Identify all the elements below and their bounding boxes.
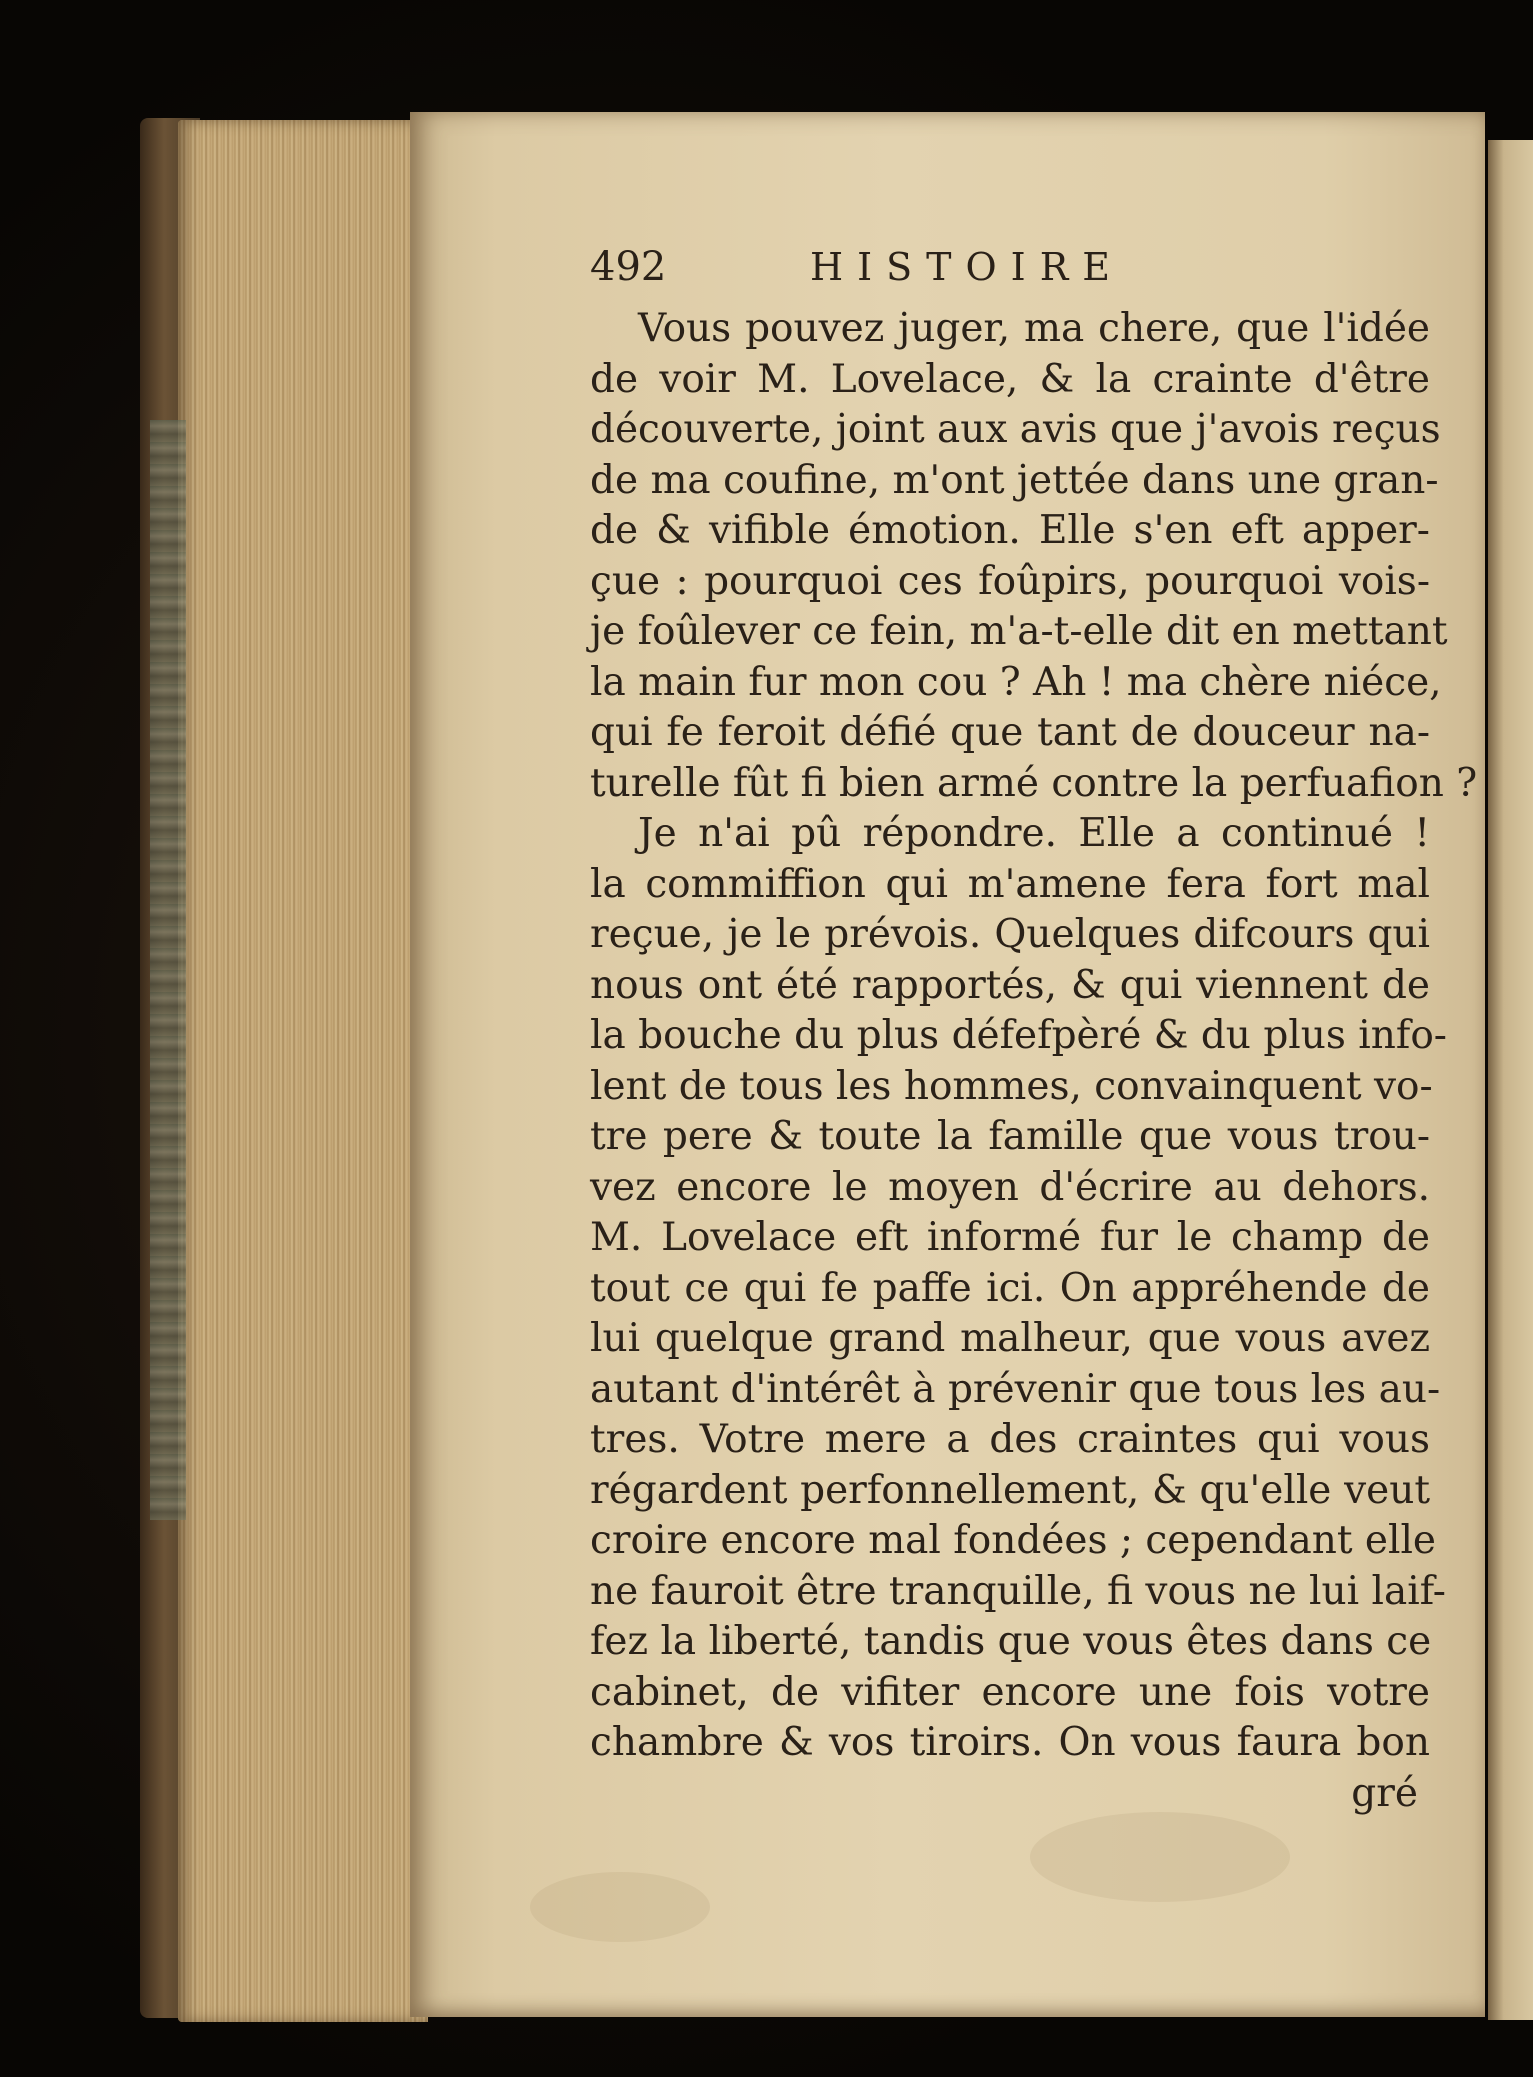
paper-stain <box>1030 1812 1290 1902</box>
text-line: vez encore le moyen d'écrire au dehors. <box>590 1164 1430 1210</box>
text-line: je foûlever ce fein, m'a-t-elle dit en mettant <box>590 609 1448 654</box>
text-line: chambre & vos tiroirs. On vous faura bon <box>590 1720 1430 1765</box>
printed-page <box>410 112 1485 2017</box>
paper-stain <box>530 1872 710 1942</box>
text-line: tres. Votre mere a des craintes qui vous <box>590 1417 1430 1462</box>
text-line: lui quelque grand malheur, que vous avez <box>590 1316 1430 1361</box>
catchword: gré <box>1351 1770 1418 1816</box>
text-line: la main fur mon cou ? Ah ! ma chère niéce, <box>590 659 1442 705</box>
text-line: M. Lovelace eft informé fur le champ de <box>590 1215 1430 1260</box>
text-line: Vous pouvez juger, ma chere, que l'idée <box>638 306 1430 351</box>
body-text <box>590 304 1478 1769</box>
text-line: de ma coufine, m'ont jettée dans une gran- <box>590 457 1439 503</box>
text-line: lent de tous les hommes, convainquent vo- <box>590 1063 1433 1109</box>
text-line: tre pere & toute la famille que vous trou- <box>590 1114 1430 1159</box>
text-line: tout ce qui fe paffe ici. On appréhende de <box>590 1265 1430 1311</box>
page-number: 492 <box>590 244 667 290</box>
text-line: nous ont été rapportés, & qui viennent de <box>590 962 1430 1008</box>
text-line: la commiffion qui m'amene fera fort mal <box>590 861 1430 907</box>
text-line: découverte, joint aux avis que j'avois reçus <box>590 407 1441 452</box>
page-header <box>590 244 1430 304</box>
text-line: croire encore mal fondées ; cependant elle <box>590 1518 1437 1563</box>
text-line: cabinet, de vifiter encore une fois votre <box>590 1669 1430 1715</box>
text-line: turelle fût fi bien armé contre la perfuafion ? <box>590 760 1478 806</box>
text-line: qui fe feroit défié que tant de douceur na- <box>590 710 1430 755</box>
text-line: autant d'intérêt à prévenir que tous les au- <box>590 1366 1441 1412</box>
text-line: régardent perfonnellement, & qu'elle veut <box>590 1467 1430 1513</box>
page-edges <box>178 120 428 2022</box>
text-line: la bouche du plus défefpèré & du plus info- <box>590 1013 1447 1058</box>
text-line: ne fauroit être tranquille, fi vous ne lui laif- <box>590 1568 1446 1614</box>
text-line: Je n'ai pû répondre. Elle a continué ! <box>638 811 1430 856</box>
running-title: HISTOIRE <box>810 245 1125 289</box>
text-line: reçue, je le prévois. Quelques difcours qui <box>590 912 1430 957</box>
facing-page-edge <box>1488 140 1533 2020</box>
text-line: fez la liberté, tandis que vous êtes dans ce <box>590 1619 1432 1664</box>
text-line: çue : pourquoi ces foûpirs, pourquoi vois- <box>590 558 1430 604</box>
text-line: de voir M. Lovelace, & la crainte d'être <box>590 356 1430 402</box>
cover-wear <box>150 420 186 1520</box>
text-line: de & vifible émotion. Elle s'en eft apper- <box>590 508 1430 553</box>
text-block <box>590 244 1478 1819</box>
